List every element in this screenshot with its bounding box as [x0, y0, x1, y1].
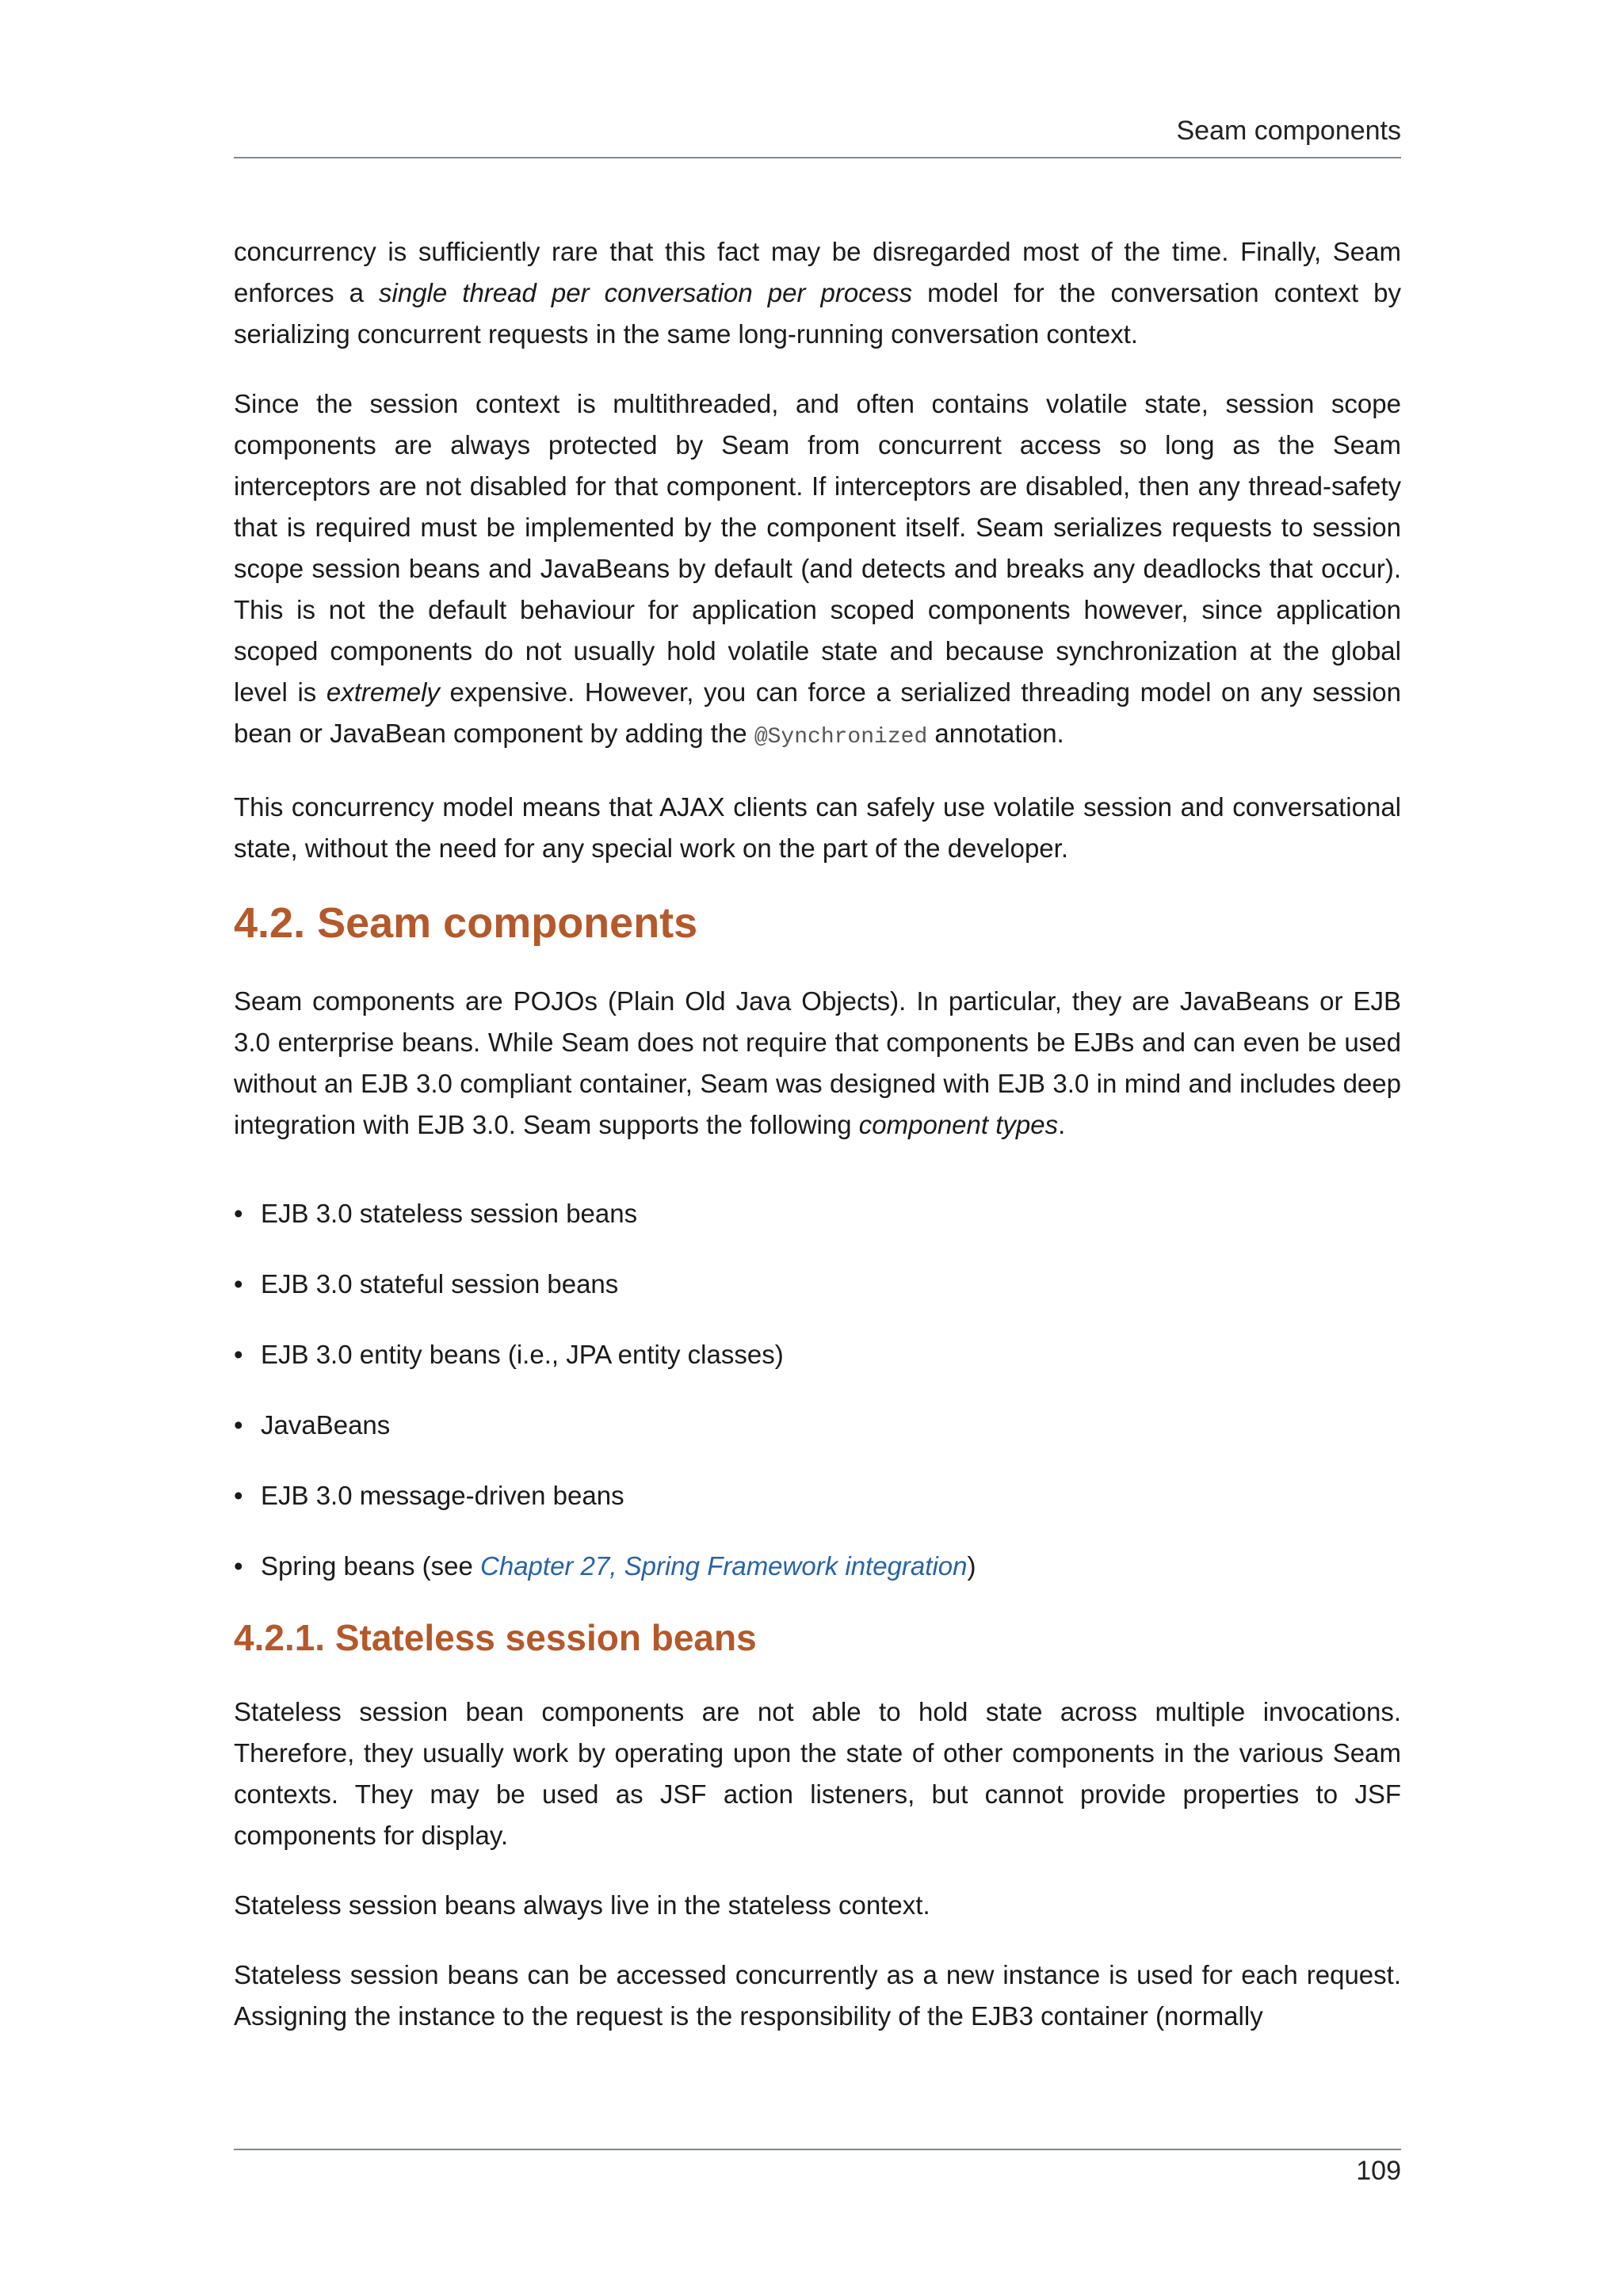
text-run: annotation.	[927, 719, 1064, 748]
list-item	[234, 1193, 1401, 1234]
list-item-text: JavaBeans	[261, 1409, 391, 1440]
component-types-list	[234, 1193, 1401, 1587]
text-run: expensive. However, you can force a serialized threading model on any session bean or JavaBean component by adding the	[234, 677, 1401, 748]
footer-rule	[234, 2149, 1401, 2150]
text-run: Seam components are POJOs (Plain Old Java Objects). In particular, they are JavaBeans or EJB 3.0 enterprise beans. While Seam does not require that components be EJBs and can even be used without an EJB 3.0 compliant container, Seam was designed with EJB 3.0 in mind and includes deep integration with EJB 3.0. Seam supports the following	[234, 986, 1401, 1139]
list-item-text: EJB 3.0 entity beans (i.e., JPA entity classes)	[261, 1339, 784, 1369]
page-number: 109	[1356, 2156, 1401, 2186]
list-item	[234, 1264, 1401, 1305]
list-item	[234, 1546, 1401, 1587]
emphasis-text: extremely	[326, 677, 440, 707]
emphasis-text: single thread per conversation per process	[379, 278, 913, 307]
paragraph-session-concurrency	[234, 383, 1401, 758]
text-run: model for the conversation context by serializing concurrent requests in the same long-running conversation context.	[234, 278, 1401, 349]
paragraph-stateless-intro: Stateless session bean components are not able to hold state across multiple invocations. Therefore, they usually work by operating upon the state of other components in the various Seam contexts. They may be used as JSF action listeners, but cannot provide properties to JSF components for display.	[234, 1696, 1401, 1850]
list-item-text: Spring beans (see	[261, 1550, 481, 1581]
list-item	[234, 1475, 1401, 1516]
bullet: •	[234, 1550, 243, 1581]
list-item-text: EJB 3.0 message-driven beans	[261, 1480, 624, 1510]
bullet: •	[234, 1409, 243, 1440]
text-run: .	[1058, 1109, 1066, 1139]
list-item-text: )	[967, 1550, 976, 1581]
header-rule	[234, 157, 1401, 158]
page-content	[234, 231, 1401, 2065]
list-item	[234, 1405, 1401, 1446]
subsection-heading-stateless-session-beans: 4.2.1. Stateless session beans	[234, 1616, 757, 1658]
paragraph-conversation-concurrency	[234, 231, 1401, 355]
paragraph-stateless-concurrency: Stateless session beans can be accessed concurrently as a new instance is used for each request. Assigning the instance to the request is the responsibility of the EJB3 container (normally	[234, 1959, 1401, 2031]
text-run: concurrency is sufficiently rare that this fact may be disregarded most of the time. Finally, Seam enforces a	[234, 237, 1401, 307]
paragraph-stateless-context: Stateless session beans always live in the stateless context.	[234, 1890, 930, 1920]
list-item-text: EJB 3.0 stateless session beans	[261, 1198, 638, 1228]
text-run: Since the session context is multithreaded, and often contains volatile state, session scope components are always protected by Seam from concurrent access so long as the Seam interceptors are not disabled for that component. If interceptors are disabled, then any thread-safety that is required must be implemented by the component itself. Seam serializes requests to session scope session beans and JavaBeans by default (and detects and breaks any deadlocks that occur). This is not the default behaviour for application scoped components however, since application scoped components do not usually hold volatile state and because synchronization at the global level is	[234, 389, 1401, 707]
emphasis-text: component types	[858, 1109, 1059, 1139]
running-header: Seam components	[1176, 116, 1401, 146]
list-item	[234, 1334, 1401, 1375]
inline-code-synchronized: @Synchronized	[754, 725, 928, 749]
paragraph-seam-components-intro	[234, 981, 1401, 1146]
list-item-text: EJB 3.0 stateful session beans	[261, 1268, 619, 1299]
section-heading-seam-components: 4.2. Seam components	[234, 899, 698, 947]
document-page	[234, 0, 1401, 2296]
bullet: •	[234, 1480, 243, 1510]
paragraph-ajax-concurrency: This concurrency model means that AJAX clients can safely use volatile session and conversational state, without the need for any special work on the part of the developer.	[234, 792, 1401, 863]
bullet: •	[234, 1268, 243, 1299]
bullet: •	[234, 1339, 243, 1369]
bullet: •	[234, 1198, 243, 1228]
link-spring-framework-integration[interactable]: Chapter 27, Spring Framework integration	[480, 1550, 968, 1581]
